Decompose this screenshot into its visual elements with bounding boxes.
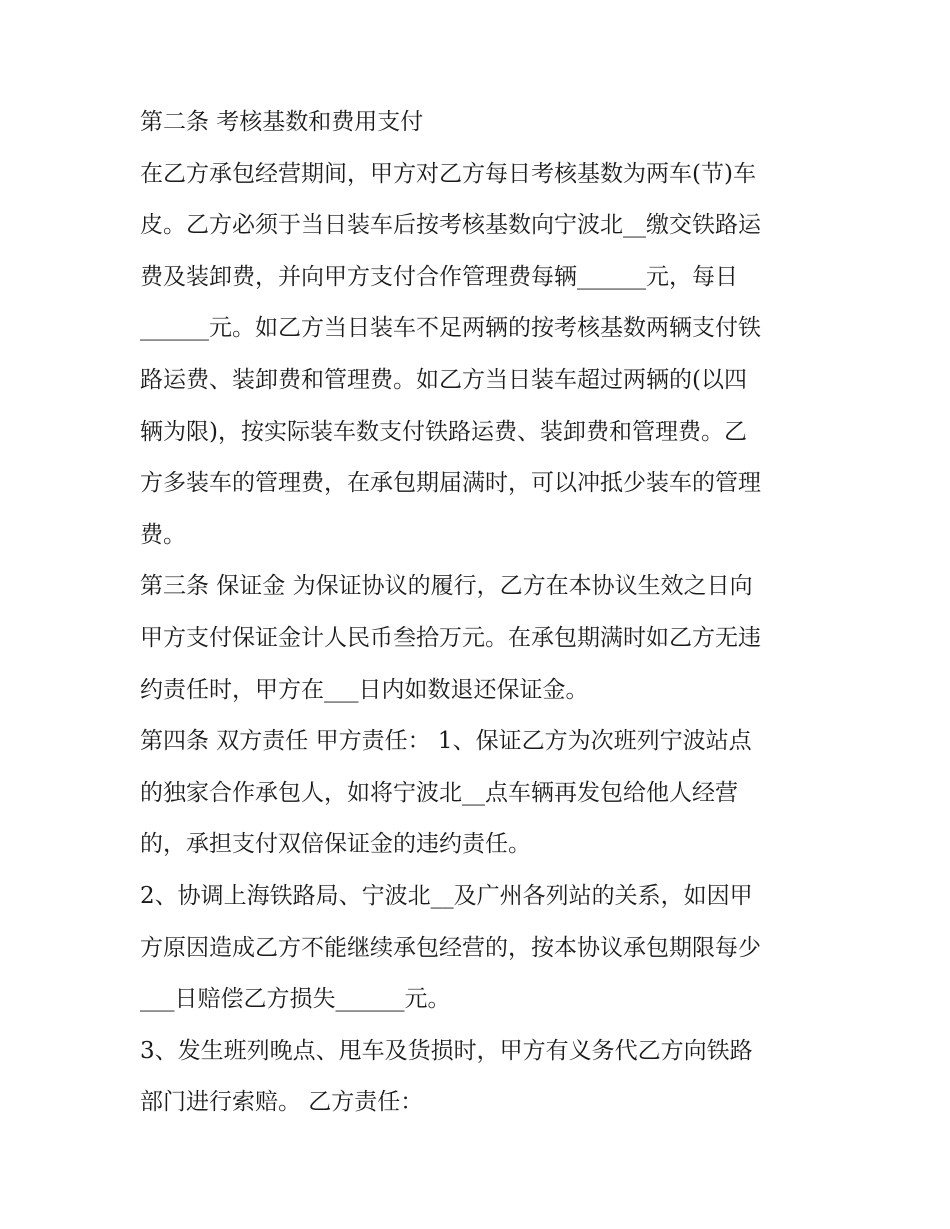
text-line: 在乙方承包经营期间，甲方对乙方每日考核基数为两车(节)车	[140, 160, 756, 187]
text-line: 方多装车的管理费，在承包期届满时，可以冲抵少装车的管理	[140, 470, 761, 497]
article-4-line: 第四条 双方责任 甲方责任： 1、保证乙方为次班列宁波站点	[140, 728, 752, 755]
text-line: 费。	[140, 521, 186, 548]
document-body	[140, 110, 830, 1142]
article-3-line: 第三条 保证金 为保证协议的履行，乙方在本协议生效之日向	[140, 573, 753, 600]
text-line: 方原因造成乙方不能继续承包经营的，按本协议承包期限每少	[140, 934, 761, 961]
text-line: 3、发生班列晚点、甩车及货损时，甲方有义务代乙方向铁路	[140, 1037, 753, 1064]
text-line: 辆为限)，按实际装车数支付铁路运费、装卸费和管理费。乙	[140, 418, 747, 445]
article-2-heading: 第二条 考核基数和费用支付	[140, 109, 424, 135]
text-line: 的独家合作承包人，如将宁波北__点车辆再发包给他人经营	[140, 779, 738, 806]
text-line: 路运费、装卸费和管理费。如乙方当日装车超过两辆的(以四	[140, 366, 747, 393]
text-line: 约责任时，甲方在___日内如数退还保证金。	[140, 676, 589, 703]
text-line: 甲方支付保证金计人民币叁拾万元。在承包期满时如乙方无违	[140, 624, 761, 651]
text-line: ______元。如乙方当日装车不足两辆的按考核基数两辆支付铁	[140, 315, 761, 342]
text-line: ___日赔偿乙方损失______元。	[140, 986, 451, 1013]
text-line: 部门进行索赔。 乙方责任：	[140, 1089, 424, 1116]
text-line: 皮。乙方必须于当日装车后按考核基数向宁波北__缴交铁路运	[140, 212, 761, 239]
text-line: 的，承担支付双倍保证金的违约责任。	[140, 831, 531, 858]
text-line: 2、协调上海铁路局、宁波北__及广州各列站的关系，如因甲	[140, 882, 753, 909]
text-line: 费及装卸费，并向甲方支付合作管理费每辆______元，每日	[140, 263, 738, 290]
